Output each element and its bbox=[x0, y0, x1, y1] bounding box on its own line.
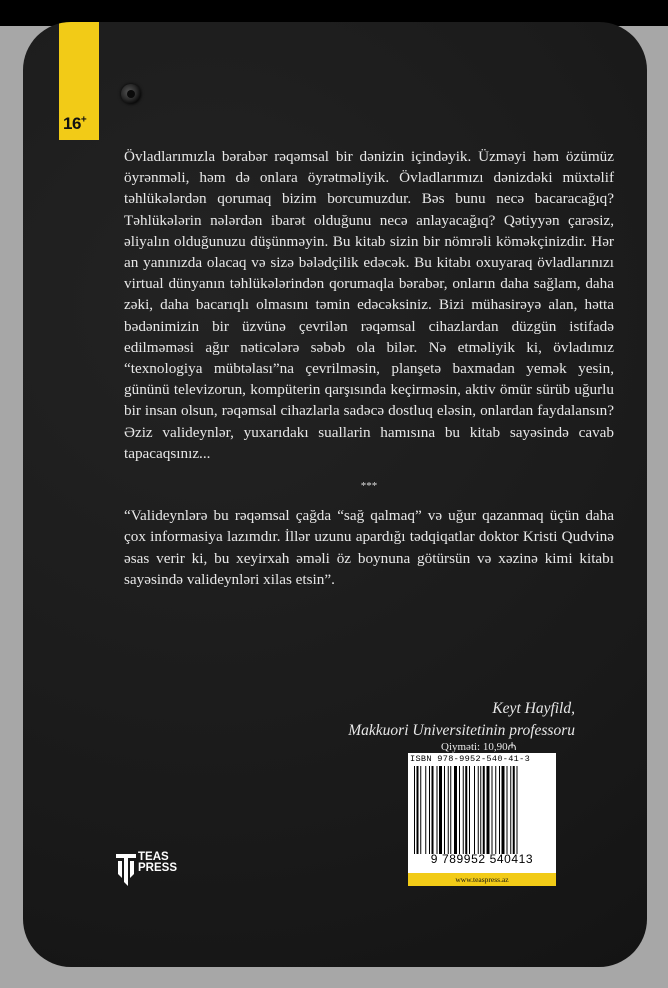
barcode-bars bbox=[412, 766, 552, 854]
blurb-text bbox=[124, 146, 614, 590]
publisher-name bbox=[138, 852, 177, 874]
age-rating-strip bbox=[59, 22, 99, 140]
barcode bbox=[408, 753, 556, 873]
age-rating-number: 16 bbox=[63, 114, 81, 133]
publisher-name-line1: TEAS bbox=[138, 851, 169, 863]
publisher-logo bbox=[116, 852, 206, 892]
website-label: www.teaspress.az bbox=[408, 873, 556, 886]
age-rating bbox=[63, 114, 86, 134]
blurb-paragraph: Övladlarımızla bərabər rəqəmsal bir dənizin içindəyik. Üzməyi həm özümüz öyrənməli, həm də onlara öyrətməliyik. Övladlarımızı dənizdəki müxtəlif təhlükələrdən qorumaq bizim borcumuzdur. Bəs bunu necə bacaracağıq? Təhlükələrin nələrdən ibarət olduğunu necə anlayacağıq? Qətiyyən çarəsiz, əliyalın olduğunuzu düşünməyin. Bu kitab sizin bir nömrəli köməkçinizdir. Hər an yanınızda olacaq və sizə bələdçilik edəcək. Bu kitabı oxuyaraq övladlarınızı virtual dünyanın təhlükələrindən qorumaqla bərabər, onların daha sağlam, daha zəki, daha bacarıqlı olmasını təmin edəcəksiniz. Bizi mühasirəyə alan, hətta bədənimizin bir üzvünə çevrilən rəqəmsal cihazlardan düzgün istifadə edilməməsi ağır nəticələrə səbəb ola bilər. Nə etməliyik ki, övladımız “texnologiya mübtəlası”na çevrilməsin, planşetə baxmadan yemək yesin, gününü televizorun, kompüterin qarşısında keçirməsin, aktiv ömür sürüb uğurlu bir insan olsun, rəqəmsal cihazlarla sadəcə dostluq eləsin, onlardan faydalansın? Əziz valideynlər, yuxarıdakı suallarin hamısına bu kitab sayəsində cavab tapacaqsınız... bbox=[124, 148, 614, 462]
age-rating-plus: + bbox=[80, 114, 87, 126]
isbn-label: ISBN 978-9952-540-41-3 bbox=[410, 754, 531, 764]
publisher-name-line2: PRESS bbox=[138, 862, 177, 874]
separator: *** bbox=[360, 480, 378, 493]
book-back-cover bbox=[23, 22, 647, 967]
teas-press-logo-icon bbox=[116, 852, 136, 888]
quote-attribution bbox=[348, 698, 575, 742]
barcode-number: 9 789952 540413 bbox=[430, 852, 534, 866]
price-label: Qiymәti: 10,90₼ bbox=[441, 741, 517, 753]
author-name: Keyt Hayfild, bbox=[492, 700, 575, 717]
author-title: Makkuori Universitetinin professoru bbox=[348, 722, 575, 739]
quote-paragraph: “Valideynlərə bu rəqəmsal çağda “sağ qalmaq” və uğur qazanmaq üçün daha çox informasiya lazımdır. İllər uzunu apardığı tədqiqatlar doktor Kristi Qudvinə əsas verir ki, bu xeyirxah əməli öz boynuna götürsün və xəzinə kimi kitabı sayəsində valideynləri xilas etsin”. bbox=[124, 507, 614, 588]
cover-hole-icon bbox=[121, 84, 141, 104]
